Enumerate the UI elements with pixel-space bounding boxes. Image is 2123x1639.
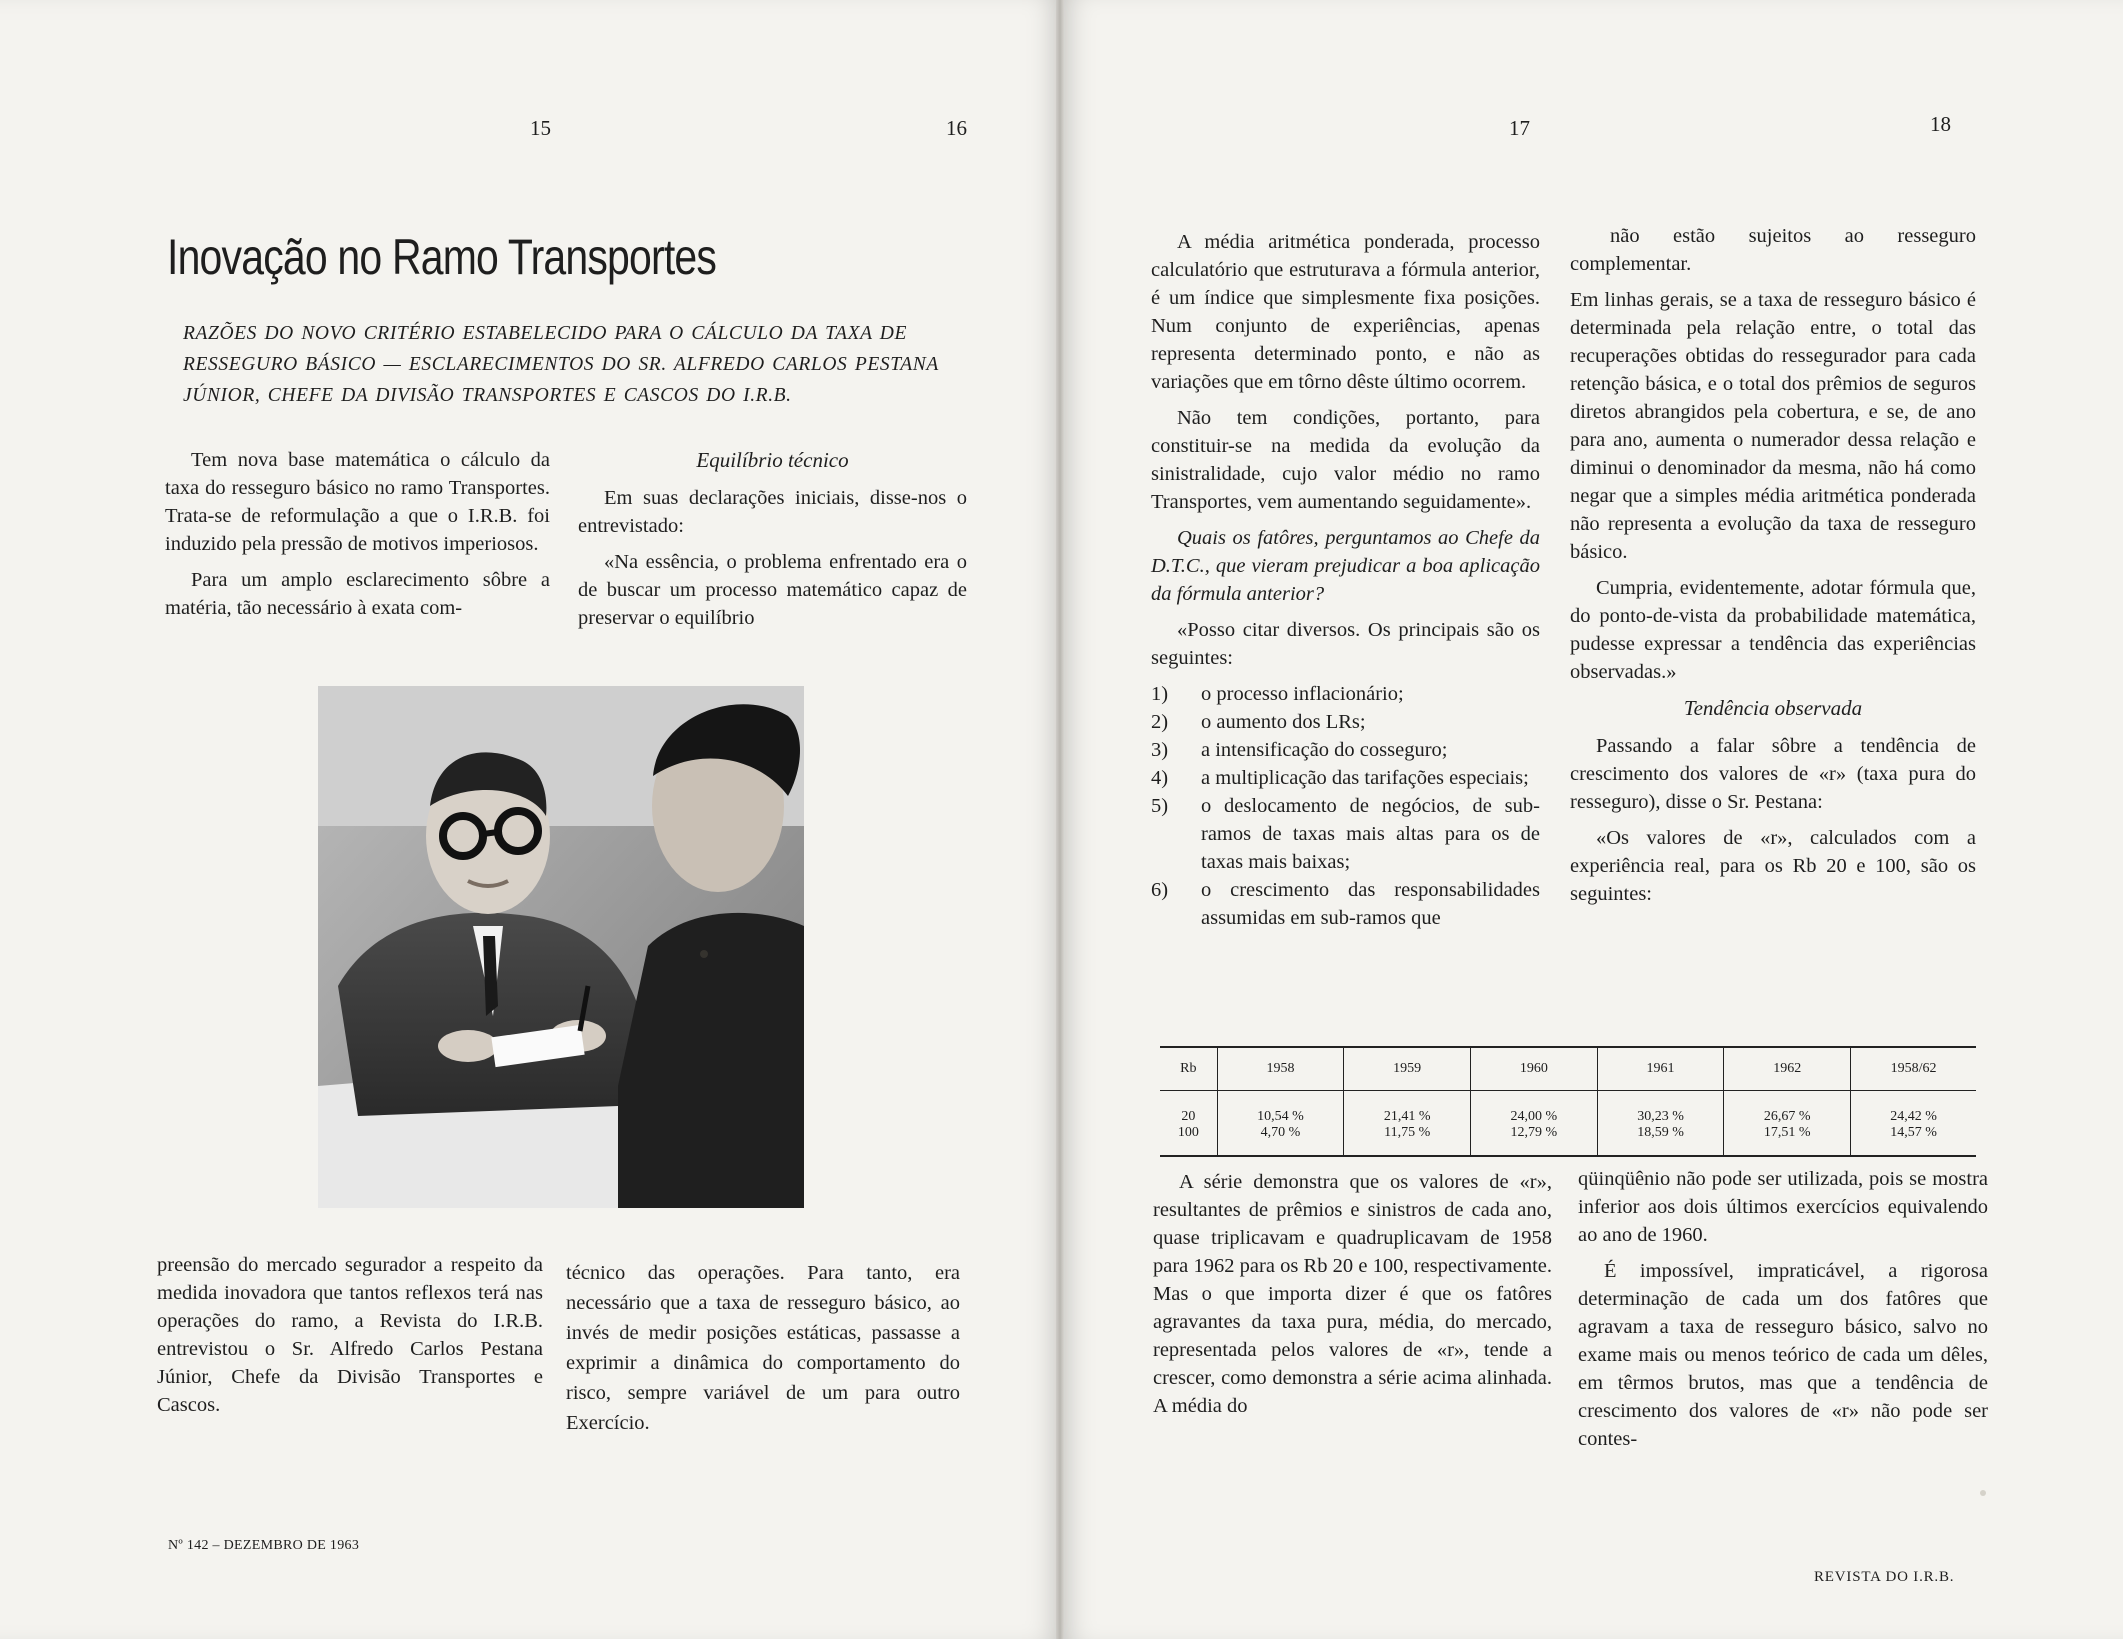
table-header: 1959 [1344,1047,1471,1091]
table-header: 1958/62 [1851,1047,1976,1091]
paragraph: Cumpria, evidentemente, adotar fórmula que, do ponto-de-vista da probabilidade matemática, pudesse expressar a tendência das experiências observadas.» [1570,577,1976,683]
left-column-4 [566,1258,960,1446]
table-header: Rb [1160,1047,1217,1091]
paragraph: É impossível, impraticável, a rigorosa determinação de cada um dos fatôres que agravam a taxa de resseguro básico, salvo no exame mais ou menos teórico de cada um dêles, em têrmos brutos, mas que a tendência de crescimento dos valores de «r» não pode ser contes- [1578,1260,1988,1450]
factors-list [1151,680,1540,932]
paragraph: «Os valores de «r», calculados com a experiência real, para os Rb 20 e 100, são os seguintes: [1570,827,1976,905]
list-item: 4) a multiplicação das tarifações especiais; [1151,767,1529,789]
interview-photo [318,686,804,1208]
page-number-16: 16 [946,116,967,140]
list-item: 5) o deslocamento de negócios, de sub-ramos de taxas mais altas para os de taxas mais baixas; [1151,795,1540,873]
page-number-17: 17 [1509,116,1530,140]
left-column-3 [157,1251,543,1427]
table-row [1160,1095,1976,1156]
table-cell: 24,00 % 12,79 % [1471,1095,1598,1156]
issue-footer: Nº 142 – DEZEMBRO DE 1963 [168,1538,360,1553]
left-column-1 [165,446,550,630]
paragraph: qüinqüênio não pode ser utilizada, pois se mostra inferior aos dois últimos exercícios equivalendo ao ano de 1960. [1578,1168,1988,1246]
list-item: 3) a intensificação do cosseguro; [1151,739,1448,761]
article-subtitle: RAZÕES DO NOVO CRITÉRIO ESTABELECIDO PARA O CÁLCULO DA TAXA DE RESSEGURO BÁSICO — ESCLARECIMENTOS DO SR. ALFREDO CARLOS PESTANA JÚNIOR, CHEFE DA DIVISÃO TRANSPORTES E CASCOS DO I.R.B. [183,323,939,406]
interview-question: Quais os fatôres, perguntamos ao Chefe da D.T.C., que vieram prejudicar a boa aplicação da fórmula anterior? [1151,527,1540,605]
paragraph: Em suas declarações iniciais, disse-nos o entrevistado: [578,487,967,537]
page-number-15: 15 [530,116,551,140]
photo-illustration [318,686,804,1208]
page-number-18: 18 [1930,112,1951,136]
left-column-2 [578,446,967,640]
paragraph: Tem nova base matemática o cálculo da taxa do resseguro básico no ramo Transportes. Trata-se de reformulação a que o I.R.B. foi induzido pela pressão de motivos imperiosos. [165,449,550,555]
paragraph: não estão sujeitos ao resseguro complementar. [1570,225,1976,275]
paragraph: A média aritmética ponderada, processo calculatório que estruturava a fórmula anterior, é um índice que simplesmente fixa posições. Num conjunto de experiências, apenas representa determinado ponto, e não as variações que em tôrno dêste último ocorrem. [1151,231,1540,393]
paper-speck [700,950,708,958]
right-column-4 [1578,1165,1988,1461]
list-item: 1) o processo inflacionário; [1151,683,1404,705]
table-cell: 10,54 % 4,70 % [1217,1095,1344,1156]
paragraph: Não tem condições, portanto, para constituir-se na medida da evolução da sinistralidade, cujo valor médio no ramo Transportes, vem aumentando seguidamente». [1151,407,1540,513]
list-item: 2) o aumento dos LRs; [1151,711,1366,733]
paragraph: «Na essência, o problema enfrentado era o de buscar um processo matemático capaz de preservar o equilíbrio [578,551,967,629]
paragraph: preensão do mercado segurador a respeito da medida inovadora que tantos reflexos terá nas operações do ramo, a Revista do I.R.B. entrevistou o Sr. Alfredo Carlos Pestana Júnior, Chefe da Divisão Transportes e Cascos. [157,1254,543,1416]
section-heading-tendencia: Tendência observada [1683,696,1863,720]
table-cell-rb: 20 100 [1160,1095,1217,1156]
section-heading-equilibrio: Equilíbrio técnico [696,448,849,472]
right-column-2 [1570,222,1976,916]
table-cell: 21,41 % 11,75 % [1344,1095,1471,1156]
right-column-1 [1151,228,1540,932]
magazine-footer: REVISTA DO I.R.B. [1814,1569,1955,1585]
list-item: 6) o crescimento das responsabilidades assumidas em sub-ramos que [1151,879,1540,929]
paragraph: Em linhas gerais, se a taxa de resseguro básico é determinada pela relação entre, o total das recuperações obtidas do ressegurador para cada retenção básica, e o total dos prêmios de seguros diretos abrangidos pela cobertura, e se, de ano para ano, aumenta o numerador dessa relação e diminui o denominador da mesma, não há como negar que a simples média aritmética ponderada não representa a evolução da taxa de resseguro básico. [1570,289,1976,563]
table-cell: 30,23 % 18,59 % [1597,1095,1724,1156]
table-cell: 24,42 % 14,57 % [1851,1095,1976,1156]
paragraph: técnico das operações. Para tanto, era necessário que a taxa de resseguro básico, ao invés de medir posições estáticas, passasse a exprimir a dinâmica do comportamento do risco, sempre variável de um para outro Exercício. [566,1262,960,1434]
paragraph: «Posso citar diversos. Os principais são os seguintes: [1151,619,1540,669]
r-values-table [1160,1046,1976,1157]
table-cell: 26,67 % 17,51 % [1724,1095,1851,1156]
book-gutter [1056,0,1064,1639]
table-header: 1962 [1724,1047,1851,1091]
paper-speck [1980,1490,1986,1496]
table-header-row [1160,1047,1976,1091]
table-header: 1958 [1217,1047,1344,1091]
article-title: Inovação no Ramo Transportes [167,229,717,285]
paragraph: A série demonstra que os valores de «r», resultantes de prêmios e sinistros de cada ano, quase triplicavam e quadruplicavam de 1958 para 1962 para os Rb 20 e 100, respectivamente. Mas o que importa dizer é que os fatôres agravantes da taxa pura, média, do mercado, representada pelos valores de «r», tende a crescer, como demonstra a série acima alinhada. A média do [1153,1171,1552,1417]
table-header: 1961 [1597,1047,1724,1091]
paragraph: Passando a falar sôbre a tendência de crescimento dos valores de «r» (taxa pura do resseguro), disse o Sr. Pestana: [1570,735,1976,813]
paragraph: Para um amplo esclarecimento sôbre a matéria, tão necessário à exata com- [165,569,550,619]
right-column-3 [1153,1168,1552,1428]
table-header: 1960 [1471,1047,1598,1091]
